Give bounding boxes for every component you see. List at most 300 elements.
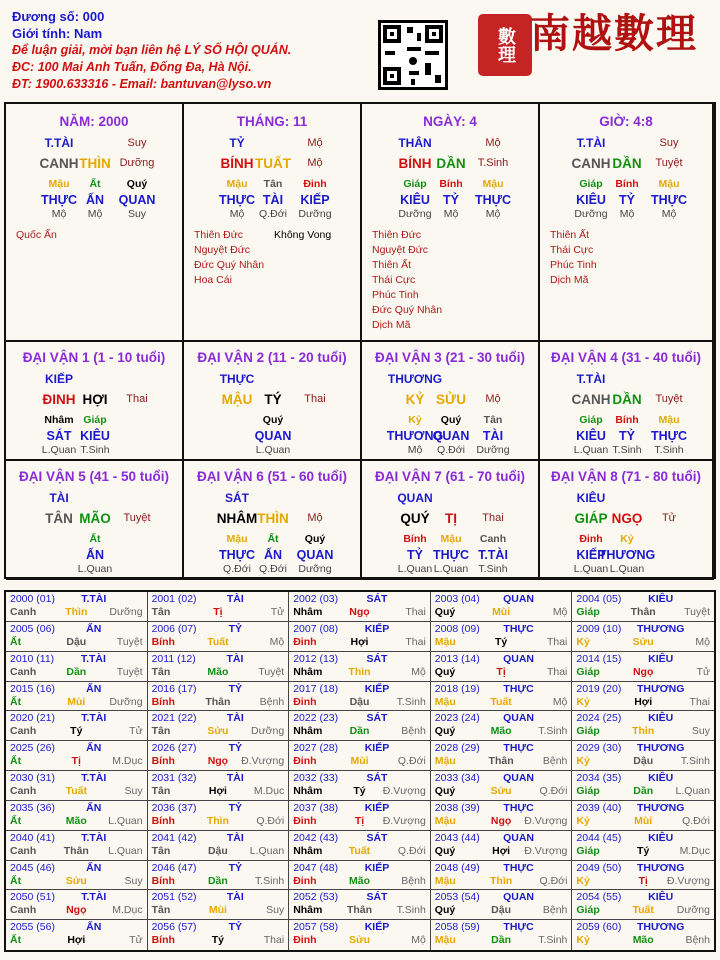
year-label: 2037 (38) [293,801,339,814]
pillar-r5-item: Mộ [443,208,459,220]
year-cell [148,592,290,622]
pillar-r5-item: Mộ [51,208,67,220]
year-row-top [148,920,289,934]
year-star: TÀI [226,652,244,665]
pillar-r3-item: Ất [89,178,101,190]
year-can: Quý [434,904,456,917]
year-phase: Đ.Vượng [524,814,568,827]
daivan-r2-item: CANH [571,392,611,407]
year-star: THỰC [503,622,534,635]
pillar-r2-item: DẦN [612,156,642,171]
spacer [416,862,426,875]
year-star: ẤN [86,801,102,814]
year-star: QUAN [503,831,535,844]
daivan-r2-item: TÝ [264,392,282,407]
year-row-bottom [148,606,289,619]
year-cell [148,711,290,741]
year-row-bottom [6,785,147,798]
year-phase: Tuyệt [116,665,143,678]
year-star: T.TÀI [81,831,107,844]
year-can: Bính [151,695,175,708]
year-can: Canh [10,904,37,917]
year-phase: Tuyệt [684,606,710,618]
year-phase: Đ.Vượng [382,814,426,827]
year-chi: Mão [490,725,512,738]
daivan-r2-item: TÂN [45,511,73,526]
year-label: 2059 (60) [576,921,622,934]
year-label: 2031 (32) [151,772,197,784]
year-row-bottom [431,815,572,828]
spacer [557,802,567,815]
year-chi: Thìn [348,665,371,678]
year-row-bottom [6,636,147,649]
pillar-note: Đức Quý Nhân [194,259,265,271]
year-row-bottom [431,845,572,858]
year-phase: M.Dục [253,785,285,797]
year-chi: Hợi [492,844,511,857]
year-phase: Mộ [269,635,285,648]
pillar-r5-item: Mộ [87,208,103,220]
year-phase: Suy [124,785,143,797]
year-row-bottom [431,666,572,679]
year-phase: T.Sinh [255,874,285,887]
year-can: Đinh [293,695,317,708]
year-can: Ất [10,934,22,947]
year-label: 2020 (21) [10,712,55,725]
daivan-r1-item: KIẾP [44,372,73,386]
year-label: 2017 (18) [293,682,339,695]
year-phase: T.Sinh [396,695,426,708]
year-row-top [6,622,147,636]
year-cell [289,771,431,801]
year-phase: Suy [691,725,710,738]
year-cell [572,801,714,831]
year-phase: Tử [129,725,143,738]
year-row-top [431,622,572,636]
year-can: Bính [151,934,175,947]
year-cell [148,890,290,920]
year-cell [148,622,290,652]
daivan-r1-item: T.TÀI [576,372,606,386]
year-label: 2025 (26) [10,742,55,755]
pillar-note: Không Vong [274,229,332,241]
year-row-bottom [289,845,430,858]
contact-line-1: Để luận giải, mời bạn liên hệ LÝ SỐ HỘI QUÁN. [12,43,292,57]
spacer [133,683,143,696]
pillar-r1-item: Suy [127,137,147,149]
year-cell [289,622,431,652]
pillar-r1-item: Suy [659,137,679,149]
year-cell [572,861,714,891]
year-phase: Tử [270,606,285,618]
year-star: THƯƠNG [636,742,685,755]
daivan-r4-item: QUAN [254,429,292,443]
daivan-r4-item: THƯƠNG [598,548,656,562]
year-chi: Thân [205,695,231,708]
spacer [274,683,284,696]
year-label: 2040 (41) [10,831,55,844]
daivan-r2-item: Thai [482,512,504,524]
year-can: Đinh [293,755,317,768]
pillar-r4-item: THỰC [218,193,256,207]
year-can: Ất [10,814,22,827]
year-star: THƯƠNG [636,801,685,814]
year-can: Mậu [434,814,456,827]
year-row-bottom [289,875,430,888]
year-chi: Tuất [490,695,512,708]
year-row-bottom [148,845,289,858]
pillar-r2-item: CANH [571,156,611,171]
year-row-top [431,682,572,696]
year-row-top [431,801,572,815]
daivan-r5-item: T.Sinh [612,444,642,456]
year-row-top [431,771,572,785]
year-can: Mậu [434,695,456,708]
year-row-bottom [431,785,572,798]
year-row-top [148,622,289,636]
year-row-top [148,741,289,755]
year-cell [431,741,573,771]
year-chi: Mùi [350,755,369,768]
year-chi: Tị [354,814,365,827]
year-row-top [6,861,147,875]
year-cell [431,801,573,831]
year-chi: Dậu [349,695,370,708]
pillar-r4-item: ẤN [85,193,105,207]
pillar-title: GIỜ: 4:8 [599,114,653,129]
pillar-r5-item: Mộ [485,208,501,220]
spacer [133,862,143,875]
daivan-cell [540,342,714,461]
daivan-cell [6,342,184,461]
pillar-note: Phúc Tinh [372,289,419,301]
year-row-top [431,592,572,606]
daivan-r5-item: Q.Đới [259,563,287,575]
year-cell [289,741,431,771]
daivan-r4-item: TỶ [619,429,635,443]
daivan-r3-item: Giáp [579,414,603,426]
daivan-r4-item: KIÊU [576,429,606,443]
year-chi: Sửu [65,874,87,887]
daivan-r3-item: Kỷ [620,533,634,545]
year-row-top [431,831,572,845]
spacer [700,683,710,696]
year-row-bottom [6,934,147,947]
year-can: Đinh [293,814,317,827]
year-star: KIẾP [364,742,390,755]
daivan-r4-item: TÀI [482,429,504,443]
year-chi: Sửu [207,725,229,738]
daivan-r5-item: L.Quan [609,563,645,575]
daivan-r1-item: QUAN [397,491,433,505]
year-label: 2030 (31) [10,772,55,784]
year-cell [572,831,714,861]
year-label: 2012 (13) [293,652,339,665]
year-row-bottom [572,845,714,858]
year-can: Bính [151,874,175,887]
daivan-r5-item: L.Quan [255,444,291,456]
year-star: ẤN [86,682,102,695]
pillar-r3-item: Quý [126,178,148,190]
year-row-top [572,682,714,696]
year-star: TỶ [228,921,243,934]
year-chi: Tị [638,874,648,887]
pillar-note: Hoa Cái [194,274,232,286]
daivan-title: ĐẠI VẬN 8 (71 - 80 tuổi) [550,469,702,484]
year-cell [431,622,573,652]
pillar-note: Thiên Đức [372,229,422,241]
year-can: Giáp [576,904,600,917]
year-cell [289,592,431,622]
pillar-notes [16,228,57,243]
year-chi: Sửu [490,785,512,797]
daivan-r2-item: Tử [661,512,677,524]
year-chi: Dần [633,785,654,797]
year-label: 2028 (29) [434,742,480,755]
year-chi: Mão [632,934,654,947]
year-row-top [148,592,289,606]
year-chi: Thìn [206,814,229,827]
year-star: THƯƠNG [636,682,685,695]
daivan-r4-item: KIẾP [576,548,606,562]
spacer [274,891,284,904]
year-chi: Ngọ [66,904,87,917]
year-can: Bính [151,814,175,827]
year-chi: Mùi [67,695,86,708]
year-star: SÁT [366,593,388,605]
year-can: Kỷ [576,934,590,947]
daivan-r4-item: SÁT [46,429,72,443]
year-row-bottom [572,815,714,828]
year-label: 2054 (55) [576,891,622,904]
year-row-bottom [6,696,147,709]
year-phase: Mộ [695,635,710,648]
daivan-r2-item: MẬU [221,392,253,407]
daivan-r2-item: MÃO [79,511,111,526]
pillar-title: THÁNG: 11 [236,114,308,129]
year-phase: Đ.Vượng [241,755,285,768]
year-cell [6,741,148,771]
year-row-bottom [6,725,147,738]
year-star: THƯƠNG [636,622,685,635]
year-row-bottom [148,875,289,888]
year-can: Quý [434,606,456,618]
year-row-bottom [6,875,147,888]
daivan-cell [362,342,540,461]
spacer [133,653,143,666]
year-phase: Bệnh [685,934,710,947]
year-row-bottom [289,785,430,798]
daivan-cell [540,461,714,580]
spacer [133,921,143,934]
daivan-r1-item: THƯƠNG [387,372,443,386]
daivan-r4-item: THƯƠNG [386,429,444,443]
year-star: THỰC [503,682,534,695]
year-star: SÁT [366,712,388,725]
year-chi: Tuất [632,904,654,917]
year-phase: Đ.Vượng [666,874,710,887]
year-can: Quý [434,665,456,678]
pillar-note: Nguyệt Đức [372,244,429,256]
daivan-title: ĐẠI VẬN 4 (31 - 40 tuổi) [550,350,702,365]
year-phase: Tử [129,934,143,947]
year-chi: Hợi [634,695,653,708]
year-row-bottom [431,725,572,738]
year-phase: Dưỡng [109,695,143,708]
year-label: 2024 (25) [576,712,622,725]
year-cell [148,801,290,831]
year-star: THỰC [503,861,534,874]
year-cell [148,741,290,771]
year-star: TỶ [228,801,243,814]
year-label: 2007 (08) [293,622,339,635]
spacer [133,593,143,606]
year-star: TỶ [228,861,243,874]
year-chi: Ngọ [490,814,512,827]
daivan-r2-item: NGỌ [611,511,643,526]
spacer [133,742,143,755]
daivan-r3-item: Ất [267,533,279,545]
pillar-r4-item: TÀI [262,193,284,207]
year-row-bottom [289,606,430,619]
year-can: Bính [151,635,175,648]
spacer [133,623,143,636]
year-can: Tân [151,606,171,618]
daivan-r2-item: NHÂM [216,511,258,526]
year-star: ẤN [86,921,102,934]
year-phase: M.Dục [112,755,143,768]
year-cell [431,861,573,891]
year-label: 2016 (17) [151,682,197,695]
year-phase: T.Sinh [538,725,568,738]
year-label: 2055 (56) [10,921,55,934]
pillar-r4-item: KIẾP [300,193,330,207]
year-star: SÁT [366,891,388,904]
spacer [416,623,426,636]
brand-logo: 南越數理 [530,10,698,57]
year-label: 2034 (35) [576,772,622,784]
daivan-r5-item: Dưỡng [476,444,510,456]
daivan-r5-item: L.Quan [573,563,609,575]
year-label: 2048 (49) [434,861,480,874]
year-can: Mậu [434,755,456,768]
year-label: 2033 (34) [434,772,480,784]
year-chi: Mùi [208,904,227,917]
daivan-r3-item: Tân [483,414,503,426]
pillar-note: Thiên Đức [194,229,244,241]
year-row-top [6,920,147,934]
pillar-r5-item: Q.Đới [259,208,287,220]
year-chi: Sửu [632,635,654,648]
year-label: 2035 (36) [10,801,55,814]
year-row-top [431,890,572,904]
year-star: KIÊU [648,652,674,665]
year-cell [289,890,431,920]
daivan-r2-item: ĐINH [42,392,76,407]
spacer [700,832,710,845]
year-row-top [148,801,289,815]
year-row-top [431,711,572,725]
year-cell [148,771,290,801]
year-star: SÁT [366,772,388,784]
daivan-r3-item: Giáp [83,414,107,426]
year-row-bottom [6,815,147,828]
year-row-bottom [6,904,147,917]
daivan-r2-item: QUÝ [400,511,430,526]
year-can: Quý [434,844,456,857]
year-row-bottom [572,875,714,888]
daivan-r3-item: Kỷ [408,414,422,426]
year-chi: Tị [213,606,223,618]
pillar-note: Đức Quý Nhân [372,304,443,316]
spacer [557,772,567,785]
year-chi: Mão [65,814,87,827]
spacer [274,772,284,785]
pillar-r3-item: Mậu [226,178,248,190]
year-chi: Dậu [491,904,512,917]
pillar-title: NĂM: 2000 [59,114,129,129]
year-row-bottom [572,696,714,709]
year-row-bottom [6,845,147,858]
year-chi: Tý [353,785,366,797]
daivan-r1-item: THỰC [219,372,255,386]
spacer [700,772,710,785]
pillar-r3-item: Giáp [579,178,603,190]
year-row-bottom [6,755,147,768]
year-row-top [289,592,430,606]
year-star: T.TÀI [81,891,107,904]
year-label: 2056 (57) [151,921,197,934]
year-star: T.TÀI [81,593,107,605]
year-cell [148,652,290,682]
pillar-r3-item: Đinh [303,178,327,190]
year-label: 2045 (46) [10,861,55,874]
daivan-r5-item: L.Quan [433,563,469,575]
year-row-top [289,861,430,875]
year-phase: Thai [405,606,426,618]
duong-so: Đương số: 000 [12,9,105,24]
daivan-r1-item: KIÊU [576,491,606,505]
pillar-r5-item: Mộ [661,208,677,220]
pillar-r2-item: BÍNH [220,156,254,171]
year-row-top [289,920,430,934]
daivan-r3-item: Quý [304,533,326,545]
daivan-r1-item: TÀI [49,491,69,505]
year-label: 2050 (51) [10,891,55,904]
year-star: KIÊU [648,831,674,844]
pillar-note: Dịch Mã [372,319,411,331]
year-row-top [6,890,147,904]
contact-line-2: ĐC: 100 Mai Anh Tuấn, Đống Đa, Hà Nội. [12,60,252,74]
pillar-note: Thái Cực [550,244,594,256]
year-cell [572,592,714,622]
year-cell [431,831,573,861]
year-cell [572,771,714,801]
year-cell [431,920,573,950]
daivan-r2-item: Tuyệt [123,512,151,524]
year-chi: Ngọ [349,606,370,618]
year-row-bottom [148,666,289,679]
year-label: 2051 (52) [151,891,197,904]
year-row-top [6,831,147,845]
spacer [274,802,284,815]
year-row-top [289,622,430,636]
year-row-bottom [289,666,430,679]
year-row-bottom [289,636,430,649]
daivan-title: ĐẠI VẬN 6 (51 - 60 tuổi) [196,469,348,484]
daivan-r3-item: Bính [403,533,427,545]
year-chi: Dần [491,934,512,947]
